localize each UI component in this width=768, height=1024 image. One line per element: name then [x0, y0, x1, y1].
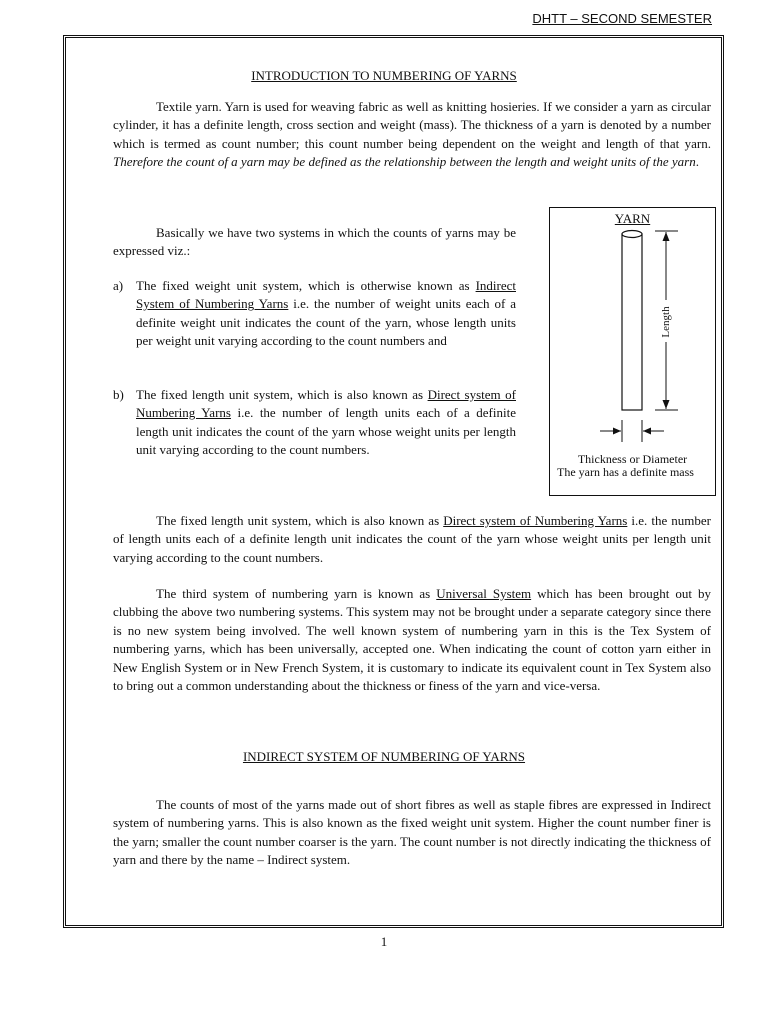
list-item-b — [113, 386, 516, 460]
universal-system-term: Universal System — [436, 586, 532, 601]
list-text-b: The fixed length unit system, which is also known as Direct system of Numbering Yarns i.e. the number of length units each of a definite length unit indicates the count of the yarn whose weight units per length unit varying according to the count numbers. — [136, 387, 516, 458]
intro-paragraph — [113, 98, 711, 172]
thickness-dimension-arrow — [600, 420, 664, 442]
length-label: Length — [660, 306, 672, 338]
running-header: DHTT – SECOND SEMESTER — [532, 11, 712, 26]
universal-system-paragraph: The third system of numbering yarn is known as Universal System which has been brought out by clubbing the above two numbering systems. This system may not be brought under a separate category since there is no new system being involved. The well known system of numbering yarn in this is the Tex System of numbering yarns, which has been universally, accepted one. When indicating the count of cotton yarn either in New English System or in New French System, it is customary to indicate its equivalent count in Tex System also to bring out a common understanding about the thickness or finess of the yarn and vice-versa. — [113, 586, 712, 694]
indirect-paragraph — [113, 796, 711, 870]
mass-caption: The yarn has a definite mass — [557, 465, 694, 479]
list-item-a — [113, 277, 516, 351]
yarn-cylinder — [622, 231, 642, 411]
direct-system-term: Direct system of Numbering Yarns — [136, 387, 516, 421]
yarn-figure — [549, 207, 716, 496]
intro-text: Textile yarn. Yarn is used for weaving fabric as well as knitting hosieries. If we consider a yarn as circular cylinder, it has a definite length, cross section and weight (mass). The thickness of a yarn is denoted by a number which is termed as count number; this count number being dependent on the weight and length of that yarn. — [113, 99, 711, 151]
intro-definition: Therefore the count of a yarn may be defined as the relationship between the length and weight units of the yarn — [113, 154, 696, 170]
intro-heading: INTRODUCTION TO NUMBERING OF YARNS — [251, 68, 517, 83]
indirect-text: The counts of most of the yarns made out of short fibres as well as staple fibres are expressed in Indirect system of numbering yarns. This is also known as the fixed weight unit system. Higher the count number finer is the yarn; smaller the count number coarser is the yarn. The count number is not directly indicating the thickness of yarn and there by the name – Indirect system. — [113, 797, 711, 868]
intro-end: . — [695, 154, 699, 170]
list-marker-b: b) — [113, 387, 124, 402]
yarn-figure-title: YARN — [614, 211, 651, 226]
list-text-a: The fixed weight unit system, which is otherwise known as Indirect System of Numbering Yarns i.e. the number of weight units each of a definite weight unit indicates the count of the yarn, whose length units per weight unit varying according to the count numbers and — [136, 278, 516, 349]
systems-intro-text: Basically we have two systems in which the counts of yarns may be expressed viz.: — [113, 225, 516, 259]
indirect-system-term: Indirect System of Numbering Yarns — [136, 278, 516, 312]
direct-system-paragraph: The fixed length unit system, which is also known as Direct system of Numbering Yarns i.e. the number of length units each of a definite length unit indicates the count of the yarn whose weight units per length unit varying according to the count numbers. — [113, 513, 711, 565]
thickness-caption: Thickness or Diameter — [577, 452, 688, 466]
yarn-diagram — [550, 208, 715, 448]
list-marker-a: a) — [113, 278, 124, 293]
systems-intro — [113, 224, 516, 261]
direct-system-term-2: Direct system of Numbering Yarns — [443, 513, 628, 528]
page-number: 1 — [380, 934, 388, 949]
indirect-heading: INDIRECT SYSTEM OF NUMBERING OF YARNS — [242, 749, 526, 764]
